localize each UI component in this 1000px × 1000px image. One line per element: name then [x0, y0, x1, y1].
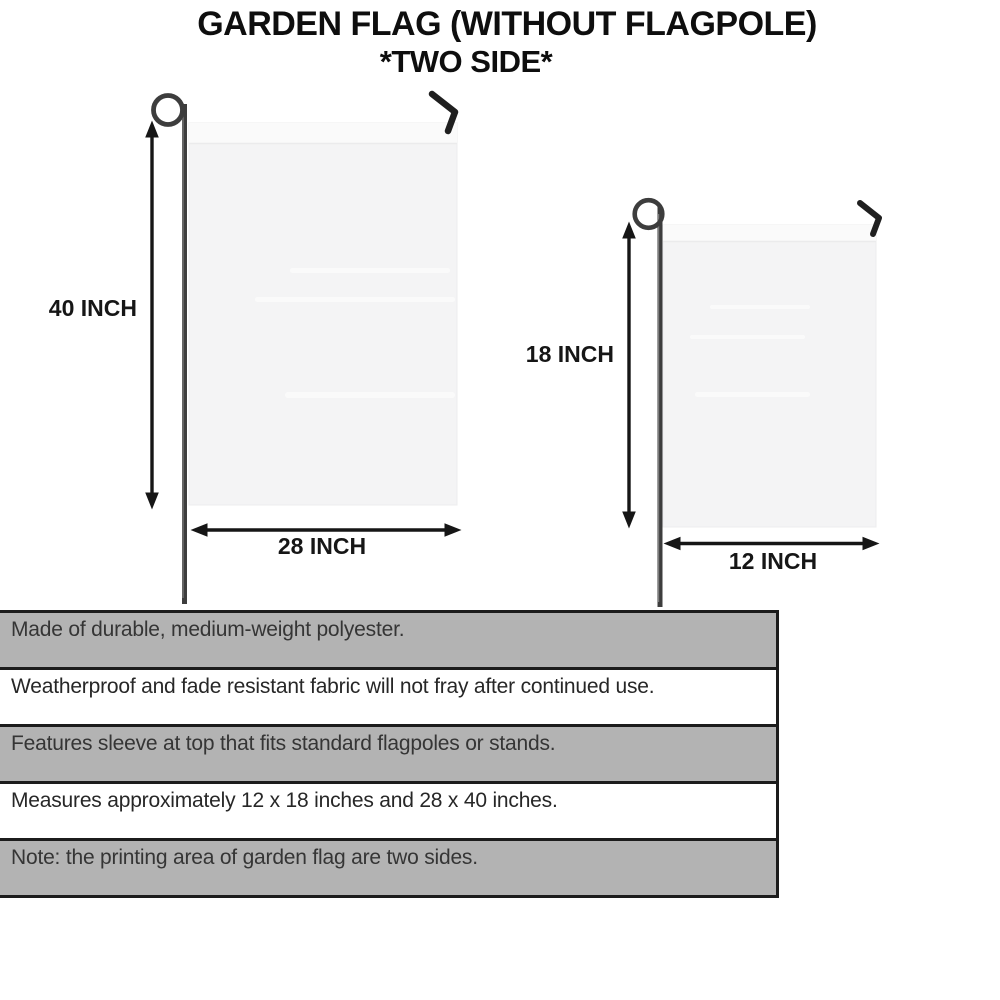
- feature-row-note: Note: the printing area of garden flag are two sides.: [0, 838, 779, 898]
- small-flag-width-label: 12 INCH: [728, 548, 818, 574]
- feature-row-measures: Measures approximately 12 x 18 inches and 28 x 40 inches.: [0, 781, 779, 841]
- large-flag-panel: [189, 123, 457, 505]
- small-flag-panel: [663, 225, 876, 527]
- page-title-line1: GARDEN FLAG (WITHOUT FLAGPOLE): [197, 5, 817, 43]
- feature-row-material: Made of durable, medium-weight polyester.: [0, 610, 779, 670]
- page-title-line2: *TWO SIDE*: [379, 44, 553, 79]
- large-flag-height-label: 40 INCH: [48, 295, 137, 321]
- large-flag-sleeve: [189, 123, 457, 143]
- large-flag-pole-loop-icon: [154, 96, 183, 125]
- feature-row-sleeve: Features sleeve at top that fits standard flagpoles or stands.: [0, 724, 779, 784]
- features-table: [0, 610, 779, 898]
- small-flag-height-label: 18 INCH: [525, 341, 614, 367]
- feature-row-weatherproof: Weatherproof and fade resistant fabric will not fray after continued use.: [0, 667, 779, 727]
- large-flag-height-arrow: [145, 121, 159, 510]
- large-flag-width-label: 28 INCH: [277, 533, 367, 559]
- small-flag-diagram: [622, 200, 879, 607]
- small-flag-height-arrow: [622, 222, 636, 529]
- small-flag-sleeve: [663, 225, 876, 241]
- large-flag-diagram: [145, 94, 461, 604]
